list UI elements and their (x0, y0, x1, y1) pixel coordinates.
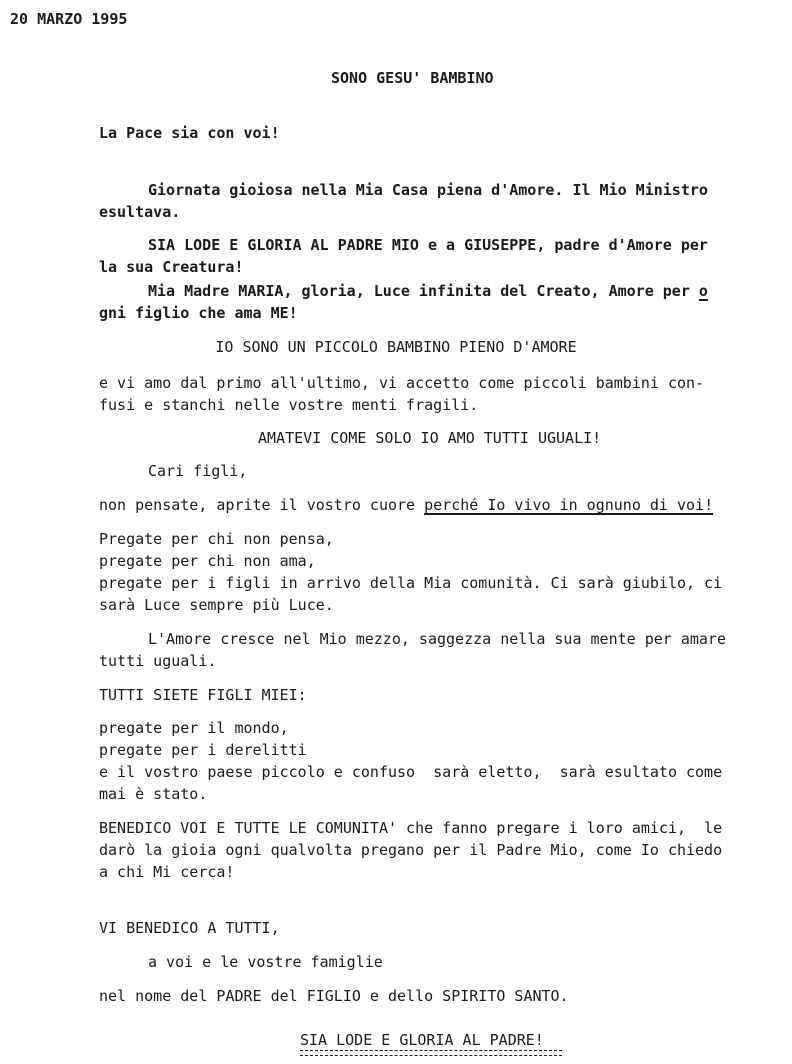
paragraph-9-line-3: a chi Mi cerca! (99, 863, 235, 881)
paragraph-6-line-4: sarà Luce sempre più Luce. (99, 596, 334, 614)
paragraph-8-line-3: e il vostro paese piccolo e confuso sarà eletto, sarà esultato come (99, 763, 723, 781)
salutation: Cari figli, (148, 462, 248, 480)
blessing-families: a voi e le vostre famiglie (148, 953, 383, 971)
paragraph-5-text: non pensate, aprite il vostro cuore (99, 496, 425, 514)
closing-double-underline (300, 1050, 562, 1056)
paragraph-3-line-1-text: Mia Madre MARIA, gloria, Luce infinita del Creato, Amore per (148, 282, 699, 300)
paragraph-5 (99, 496, 713, 514)
blessing-heading: VI BENEDICO A TUTTI, (99, 919, 280, 937)
paragraph-6-line-2: pregate per chi non ama, (99, 552, 316, 570)
paragraph-8-line-2: pregate per i derelitti (99, 741, 307, 759)
paragraph-5-underlined: perché Io vivo in ognuno di voi! (424, 496, 714, 514)
document-date: 20 MARZO 1995 (10, 10, 128, 28)
closing-line: SIA LODE E GLORIA AL PADRE! (300, 1031, 544, 1049)
paragraph-2-line-1: SIA LODE E GLORIA AL PADRE MIO e a GIUSEPPE, padre d'Amore per (148, 236, 708, 254)
paragraph-4-line-2: fusi e stanchi nelle vostre menti fragili. (99, 396, 479, 414)
paragraph-8-line-4: mai è stato. (99, 785, 208, 803)
greeting: La Pace sia con voi! (99, 124, 280, 142)
paragraph-3-underlined-letter: o (698, 282, 708, 300)
paragraph-2-line-2: la sua Creatura! (99, 258, 244, 276)
paragraph-7-line-2: tutti uguali. (99, 652, 217, 670)
paragraph-9-line-1: BENEDICO VOI E TUTTE LE COMUNITA' che fanno pregare i loro amici, le (99, 819, 723, 837)
figli-miei-heading: TUTTI SIETE FIGLI MIEI: (99, 686, 307, 704)
paragraph-1-line-1: Giornata gioiosa nella Mia Casa piena d'Amore. Il Mio Ministro (148, 181, 708, 199)
paragraph-6-line-3: pregate per i figli in arrivo della Mia comunità. Ci sarà giubilo, ci (99, 574, 723, 592)
paragraph-6-line-1: Pregate per chi non pensa, (99, 530, 334, 548)
paragraph-3-line-1 (148, 282, 708, 300)
paragraph-3-line-2: gni figlio che ama ME! (99, 304, 298, 322)
centered-heading-1: IO SONO UN PICCOLO BAMBINO PIENO D'AMORE (215, 338, 577, 356)
paragraph-9-line-2: darò la gioia ogni qualvolta pregano per il Padre Mio, come Io chiedo (99, 841, 723, 859)
document-title: SONO GESU' BAMBINO (331, 69, 494, 87)
centered-heading-2: AMATEVI COME SOLO IO AMO TUTTI UGUALI! (258, 429, 602, 447)
paragraph-7-line-1: L'Amore cresce nel Mio mezzo, saggezza nella sua mente per amare (148, 630, 726, 648)
paragraph-4-line-1: e vi amo dal primo all'ultimo, vi accetto come piccoli bambini con- (99, 374, 705, 392)
paragraph-8-line-1: pregate per il mondo, (99, 719, 289, 737)
paragraph-1-line-2: esultava. (99, 203, 181, 221)
blessing-trinity: nel nome del PADRE del FIGLIO e dello SPIRITO SANTO. (99, 987, 569, 1005)
